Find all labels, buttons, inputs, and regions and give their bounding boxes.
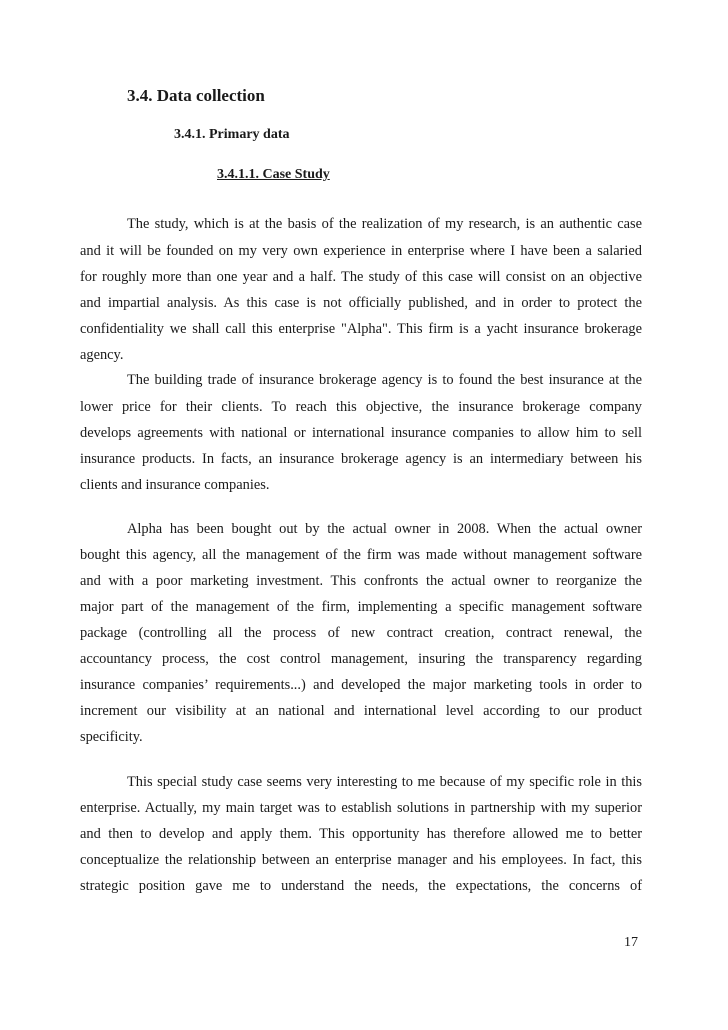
text-line: agency.	[80, 347, 124, 363]
text-line: Alpha has been bought out by the actual owner in 2008. When the actual owner	[127, 521, 642, 537]
text-line: major part of the management of the firm, implementing a specific management software	[80, 599, 642, 615]
text-line: clients and insurance companies.	[80, 477, 270, 493]
text-line: enterprise. Actually, my main target was to establish solutions in partnership with my superior	[80, 800, 642, 816]
text-line: The study, which is at the basis of the realization of my research, is an authentic case	[127, 216, 642, 232]
text-line: The building trade of insurance brokerage agency is to found the best insurance at the	[127, 372, 642, 388]
text-line: and with a poor marketing investment. This confronts the actual owner to reorganize the	[80, 573, 642, 589]
text-line: This special study case seems very interesting to me because of my specific role in this	[127, 774, 642, 790]
text-line: lower price for their clients. To reach this objective, the insurance brokerage company	[80, 399, 642, 415]
text-line: increment our visibility at an national and international level according to our product	[80, 703, 642, 719]
text-line: and then to develop and apply them. This opportunity has therefore allowed me to better	[80, 826, 642, 842]
text-line: insurance companies’ requirements...) and developed the major marketing tools in order to	[80, 677, 642, 693]
text-line: conceptualize the relationship between an enterprise manager and his employees. In fact, this	[80, 852, 642, 868]
section-heading: 3.4. Data collection	[127, 86, 265, 105]
text-line: insurance products. In facts, an insurance brokerage agency is an intermediary between his	[80, 451, 642, 467]
subsubsection-heading: 3.4.1.1. Case Study	[217, 167, 330, 182]
page-number: 17	[624, 935, 638, 950]
subsection-heading: 3.4.1. Primary data	[174, 127, 290, 142]
text-line: bought this agency, all the management of the firm was made without management software	[80, 547, 642, 563]
text-line: strategic position gave me to understand the needs, the expectations, the concerns of	[80, 878, 642, 894]
text-line: specificity.	[80, 729, 143, 745]
text-line: accountancy process, the cost control management, insuring the transparency regarding	[80, 651, 642, 667]
text-line: package (controlling all the process of new contract creation, contract renewal, the	[80, 625, 642, 641]
text-line: confidentiality we shall call this enterprise "Alpha". This firm is a yacht insurance brokerage	[80, 321, 642, 337]
text-line: and impartial analysis. As this case is not officially published, and in order to protect the	[80, 295, 642, 311]
text-line: develops agreements with national or international insurance companies to allow him to sell	[80, 425, 642, 441]
text-line: and it will be founded on my very own experience in enterprise where I have been a salaried	[80, 243, 642, 259]
text-line: for roughly more than one year and a half. The study of this case will consist on an objective	[80, 269, 642, 285]
